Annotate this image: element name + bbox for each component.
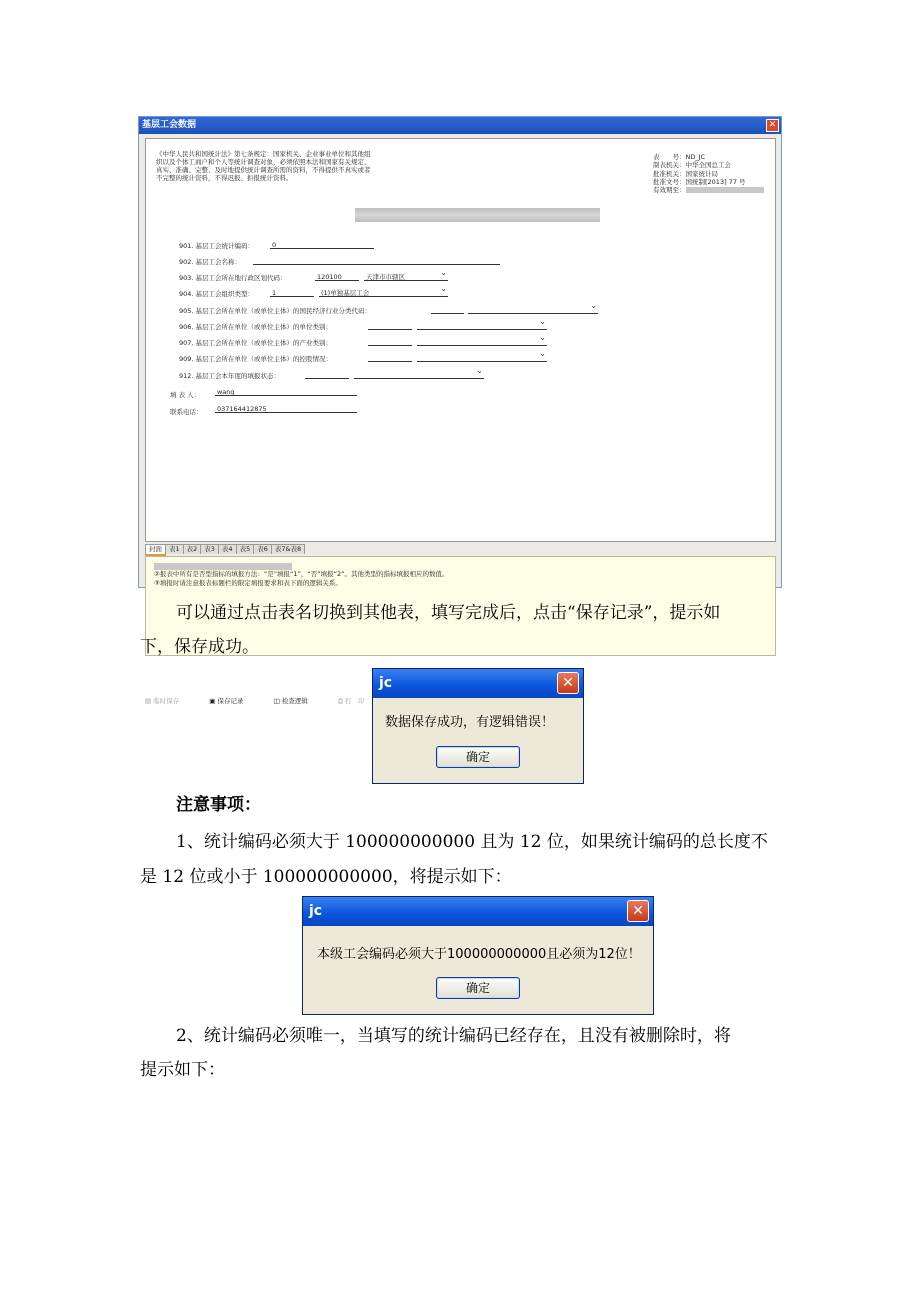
meta-label: 表 号： [653,153,686,161]
meta-value: 国统制[2013] 77 号 [685,177,746,186]
field-904-input[interactable]: 1 [270,289,314,297]
save-success-dialog [372,668,584,784]
notice-heading: 注意事项： [176,795,261,815]
field-903-select[interactable]: 天津市市辖区 ⌄ [364,272,448,281]
form-paper [145,138,776,542]
field-909-input[interactable] [368,354,412,362]
field-905-input[interactable] [431,306,464,314]
field-904-label: 904. 基层工会组织类型： [179,290,255,298]
field-906-label: 906. 基层工会所在单位（或单位主体）的单位类别： [179,323,333,331]
check-logic-label: 检查逻辑 [281,697,308,705]
field-902-input[interactable] [253,257,500,265]
field-909-label: 909. 基层工会所在单位（或单位主体）的控股情况： [179,355,333,363]
law-notice: 《中华人民共和国统计法》第七条规定：国家机关、企业事业单位和其他组织以及个体工商户和个人等统计调查对象，必须依照本法和国家有关规定，真实、准确、完整、及时地提供统计调查所需的资料，不得提供不真实或者不完整的统计资料，不得迟报、拒报统计资料。 [156,150,371,182]
phone-label: 联系电话： [170,408,203,416]
tab-sheet1[interactable]: 表1 [165,544,184,554]
field-903-label: 903. 基层工会所在地行政区划代码： [179,274,287,282]
paragraph-line: 1、统计编码必须大于 100000000000 且为 12 位，如果统计编码的总长度不 [176,832,768,852]
save-record-label: 保存记录 [217,697,244,705]
field-903-input[interactable]: 120100 [315,273,359,281]
field-912-label: 912. 基层工会本年度的填报状态： [179,372,281,380]
tab-sheet2[interactable]: 表2 [183,544,202,554]
redacted-value [686,187,764,193]
meta-label: 有效期至： [653,186,686,195]
paragraph-line: 可以通过点击表名切换到其他表，填写完成后，点击“保存记录”，提示如 [176,603,721,623]
form-meta [653,153,764,194]
meta-value: ND_JC [685,153,706,161]
code-error-dialog [302,896,654,1015]
redacted-note [154,563,292,570]
field-905-select[interactable] [468,305,598,314]
instruction-line: ③填报时请注意报表标题栏的限定填报要求和表下面的逻辑关系。 [154,579,342,587]
form-window-title: 基层工会数据 [139,117,781,134]
ok-button[interactable]: 确定 [436,977,520,999]
field-901-input[interactable]: 0 [270,241,374,249]
close-icon[interactable]: ✕ [766,119,779,132]
temp-save-label: 临时保存 [153,697,180,705]
paragraph-line: 下，保存成功。 [140,637,259,657]
tab-sheet6[interactable]: 表6 [253,544,272,554]
meta-label: 批准机关： [653,169,686,178]
field-902-label: 902. 基层工会名称： [179,258,242,266]
tab-sheet4[interactable]: 表4 [218,544,237,554]
meta-label: 制表机关： [653,161,686,170]
field-912-select[interactable] [354,370,484,379]
tab-sheet3[interactable]: 表3 [200,544,219,554]
redacted-form-title [355,208,600,222]
dialog-message: 数据保存成功，有逻辑错误！ [385,715,555,730]
ok-button[interactable]: 确定 [436,746,520,768]
meta-value: 中华全国总工会 [685,161,731,170]
instruction-line: ②报表中所有是否型指标的填报方法：“是”填报“1”，“否”填报“2”。其他类型的指标填报相应的数值。 [154,570,449,578]
meta-value: 国家统计局 [685,169,718,178]
field-907-input[interactable] [368,338,412,346]
dialog-message: 本级工会编码必须大于100000000000且必须为12位！ [317,947,641,962]
close-icon[interactable]: ✕ [557,672,579,694]
field-906-input[interactable] [368,322,412,330]
tab-sheet7-8[interactable]: 表7&表8 [271,544,305,554]
field-912-input[interactable] [305,371,349,379]
print-label: 打 印 [345,697,365,705]
check-logic-button[interactable]: ◫ 检查逻辑 [273,697,308,705]
meta-label: 批准文号： [653,177,686,186]
paragraph-line: 提示如下： [140,1060,225,1080]
field-905-label: 905. 基层工会所在单位（或单位主体）的国民经济行业分类代码： [179,307,372,315]
dialog-title: jc [373,669,583,698]
paragraph-line: 是 12 位或小于 100000000000，将提示如下： [140,867,512,887]
field-907-select[interactable] [417,337,547,346]
temp-save-button[interactable]: ▤ 临时保存 [145,697,180,705]
field-904-select[interactable]: (1)单独基层工会 ⌄ [319,288,448,297]
field-906-select[interactable] [417,321,547,330]
tab-cover[interactable]: 封面 [145,544,166,556]
dialog-title: jc [303,897,653,926]
filler-label: 填 表 人： [170,391,201,399]
save-record-button[interactable]: ▣ 保存记录 [209,697,244,705]
filler-input[interactable]: wang [215,388,357,396]
field-907-label: 907. 基层工会所在单位（或单位主体）的产业类别： [179,339,333,347]
field-901-label: 901. 基层工会统计编码： [179,242,255,250]
field-909-select[interactable] [417,353,547,362]
paragraph-line: 2、统计编码必须唯一，当填写的统计编码已经存在，且没有被删除时，将 [176,1026,731,1046]
close-icon[interactable]: ✕ [627,900,649,922]
tab-sheet5[interactable]: 表5 [236,544,255,554]
phone-input[interactable]: 037164412875 [215,405,357,413]
print-button[interactable]: ⎙ 打 印 [337,697,365,705]
sheet-tabs [145,544,304,555]
